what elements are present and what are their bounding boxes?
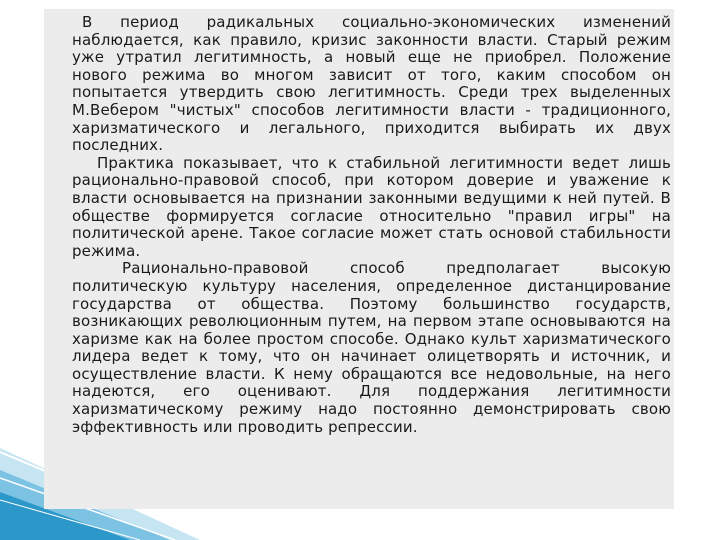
slide-body [72, 14, 671, 436]
paragraph-1: В период радикальных социально-экономических изменений наблюдается, как правило, кризис законности власти. Старый режим уже утратил легитимность, а новый еще не приобрел. Положение нового режима во многом зависит от того, каким способом он попытается утвердить свою легитимность. Среди трех выделенных М.Вебером "чистых" способов легитимности власти - традиционного, харизматического и легального, приходится выбирать их двух последних. [72, 13, 671, 155]
paragraph-2: Практика показывает, что к стабильной легитимности ведет лишь рационально-правовой способ, при котором доверие и уважение к власти основывается на признании законными ведущими к ней путей. В обществе формируется согласие относительно "правил игры" на политической арене. Такое согласие может стать основой стабильности режима. [72, 153, 671, 260]
paragraph-3: Рационально-правовой способ предполагает высокую политическую культуру населения, определенное дистанцирование государства от общества. Поэтому большинство государств, возникающих революционным путем, на первом этапе основываются на харизме как на более простом способе. Однако культ харизматического лидера ведет к тому, что он начинает олицетворять и источник, и осуществление власти. К нему обращаются все недовольные, на него надеются, его оценивают. Для поддержания легитимности харизматическому режиму надо постоянно демонстрировать свою эффективность или проводить репрессии. [72, 259, 671, 436]
